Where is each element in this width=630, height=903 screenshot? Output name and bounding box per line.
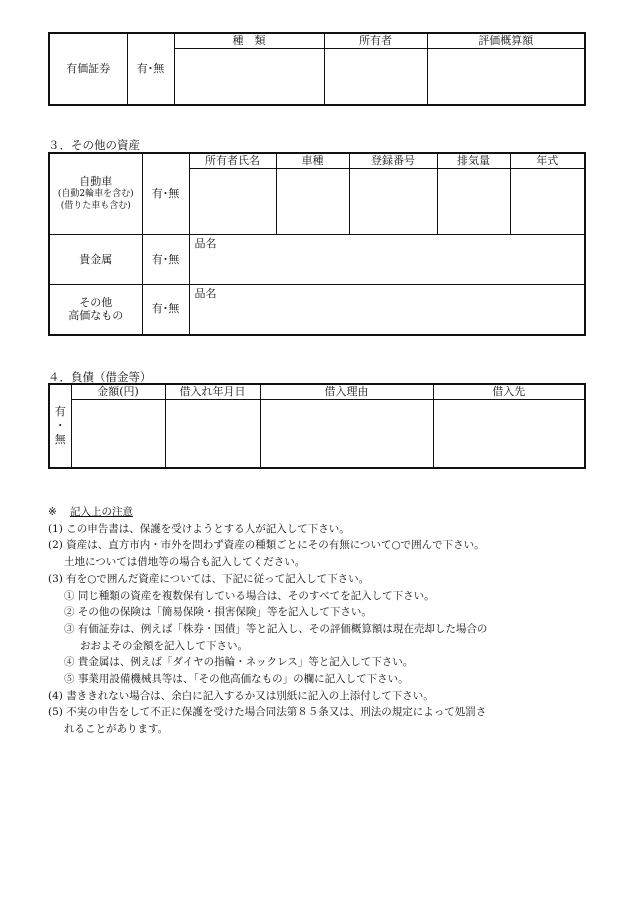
note-line: ④ 貴金属は、例えば「ダイヤの指輪・ネックレス」等と記入して下さい。 — [64, 656, 414, 669]
debts-status-dot: ･ — [57, 418, 63, 432]
precious-label: 貴金属 — [49, 235, 142, 285]
note-line: 土地については借地等の場合も記入してください。 — [64, 556, 306, 569]
car-col-owner: 所有者氏名 — [189, 153, 276, 169]
debts-col-amount: 金額(円) — [71, 384, 165, 400]
securities-col-value: 評価概算額 — [427, 33, 585, 49]
other-assets-table — [48, 152, 586, 336]
note-line: (3) 有を○で囲んだ資産については、下記に従って記入して下さい。 — [48, 572, 370, 585]
debts-reason-field[interactable] — [260, 400, 433, 468]
car-label-cell — [49, 153, 142, 235]
debts-col-lender: 借入先 — [433, 384, 585, 400]
car-owner-field[interactable] — [189, 169, 276, 235]
notes-section — [48, 504, 588, 738]
car-col-year: 年式 — [510, 153, 585, 169]
notes-heading — [48, 504, 588, 521]
valuables-label-line2: 高価なもの — [68, 309, 124, 323]
note-line: ① 同じ種類の資産を複数保有している場合は、そのすべてを記入して下さい。 — [64, 589, 435, 602]
securities-type-field[interactable] — [174, 49, 324, 105]
section-3-title: ３．その他の資産 — [48, 138, 140, 152]
valuables-status[interactable]: 有･無 — [142, 285, 189, 335]
valuables-item-label: 品名 — [194, 287, 217, 300]
car-note-motorcycle: (自動2輪車を含む) — [57, 189, 134, 200]
valuables-label-cell — [49, 285, 142, 335]
precious-status[interactable]: 有･無 — [142, 235, 189, 285]
debts-date-field[interactable] — [165, 400, 260, 468]
securities-status[interactable]: 有･無 — [127, 33, 174, 105]
securities-value-field[interactable] — [427, 49, 585, 105]
precious-item-label: 品名 — [194, 237, 217, 250]
debts-amount-field[interactable] — [71, 400, 165, 468]
valuables-item-field[interactable] — [189, 285, 585, 335]
note-line: (4) 書ききれない場合は、余白に記入するか又は別紙に記入の上添付して下さい。 — [48, 689, 434, 702]
car-status[interactable]: 有･無 — [142, 153, 189, 235]
section-4-title: ４．負債（借金等） — [48, 370, 152, 384]
car-registration-field[interactable] — [349, 169, 437, 235]
car-col-displacement: 排気量 — [437, 153, 510, 169]
car-year-field[interactable] — [510, 169, 585, 235]
car-displacement-field[interactable] — [437, 169, 510, 235]
securities-col-owner: 所有者 — [324, 33, 427, 49]
valuables-label-line1: その他 — [79, 295, 113, 309]
car-col-model: 車種 — [276, 153, 349, 169]
note-line: ② その他の保険は「簡易保険・損害保険」等を記入して下さい。 — [64, 606, 372, 619]
securities-label: 有価証券 — [49, 33, 127, 105]
note-line: ⑤ 事業用設備機械具等は、「その他高価なもの」の欄に記入して下さい。 — [64, 673, 409, 686]
note-line: (2) 資産は、直方市内・市外を問わず資産の種類ごとにその有無について○で囲んで下さい。 — [48, 539, 485, 552]
debts-status-cell[interactable] — [49, 384, 71, 468]
car-col-registration: 登録番号 — [349, 153, 437, 169]
debts-table — [48, 383, 586, 469]
note-line: (1) この申告書は、保護を受けようとする人が記入して下さい。 — [48, 522, 350, 535]
notes-heading-text: 記入上の注意 — [70, 506, 133, 518]
notes-mark: ※ — [48, 506, 57, 518]
note-line: おおよその金額を記入して下さい。 — [80, 639, 248, 652]
debts-status-no: 無 — [54, 432, 66, 446]
debts-lender-field[interactable] — [433, 400, 585, 468]
note-line: (5) 不実の申告をして不正に保護を受けた場合同法第８５条又は、刑法の規定によって処罰さ — [48, 706, 487, 719]
car-model-field[interactable] — [276, 169, 349, 235]
debts-status-yes: 有 — [54, 405, 66, 419]
securities-table — [48, 32, 586, 106]
debts-col-date: 借入れ年月日 — [165, 384, 260, 400]
debts-col-reason: 借入理由 — [260, 384, 433, 400]
car-note-rented: (借りた車も含む) — [60, 200, 131, 211]
note-line: ③ 有価証券は、例えば「株券・国債」等と記入し、その評価概算額は現在売却した場合の — [64, 622, 488, 635]
note-line: れることがあります。 — [64, 723, 169, 736]
car-label: 自動車 — [79, 175, 113, 189]
precious-item-field[interactable] — [189, 235, 585, 285]
securities-owner-field[interactable] — [324, 49, 427, 105]
securities-col-type: 種 類 — [174, 33, 324, 49]
